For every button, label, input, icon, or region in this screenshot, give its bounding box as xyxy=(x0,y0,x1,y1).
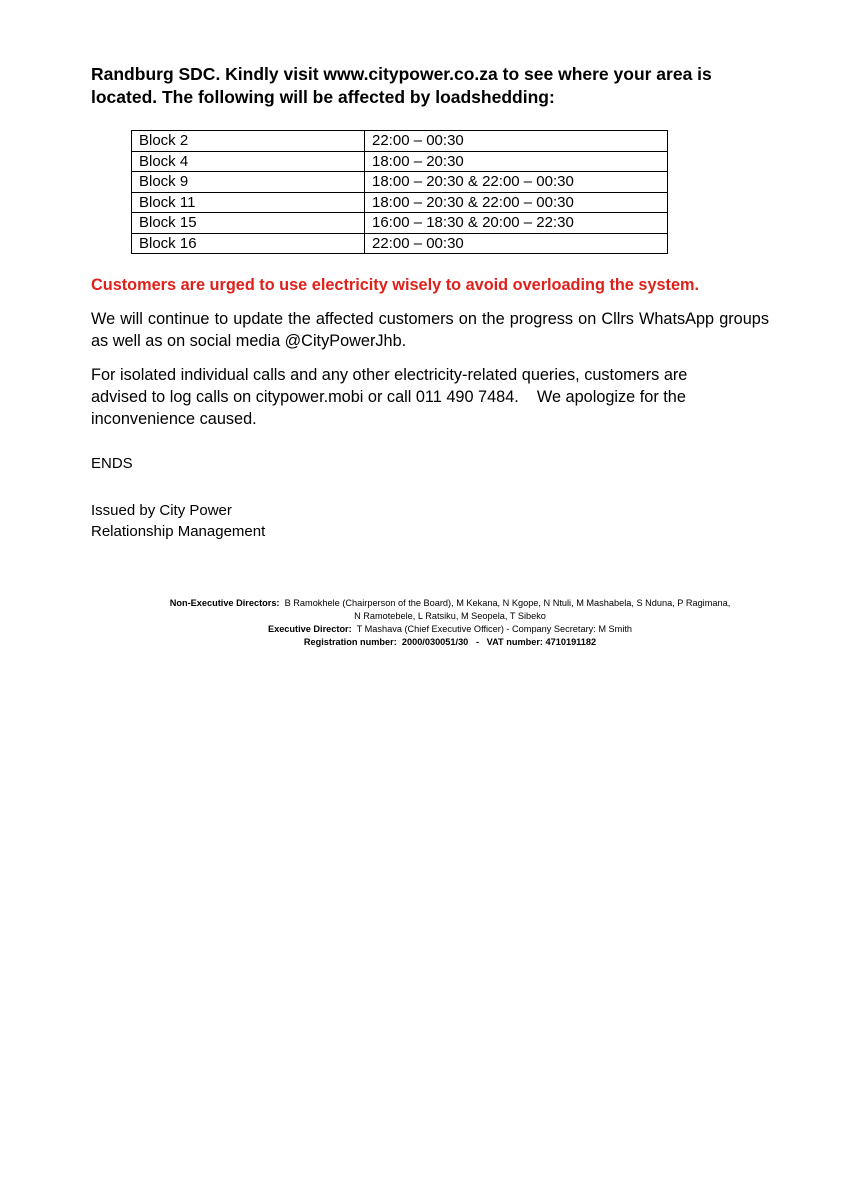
non-exec-names: B Ramokhele (Chairperson of the Board), M Kekana, N Kgope, N Ntuli, M Mashabela, S Nduna, P Ragimana, xyxy=(284,598,731,608)
intro-line-2: located. The following will be affected by loadshedding: xyxy=(91,87,555,107)
block-cell: Block 11 xyxy=(132,192,365,213)
exec-label: Executive Director: xyxy=(267,624,352,634)
exec-director-row xyxy=(140,623,760,636)
exec-names: T Mashava (Chief Executive Officer) - Company Secretary: M Smith xyxy=(356,624,633,634)
time-cell: 16:00 – 18:30 & 20:00 – 22:30 xyxy=(365,213,668,234)
non-exec-directors-row-2: N Ramotebele, L Ratsiku, M Seopela, T Sibeko xyxy=(354,611,546,621)
issued-by-line: Issued by City Power xyxy=(91,502,232,519)
warning-notice: Customers are urged to use electricity wisely to avoid overloading the system. xyxy=(91,276,700,294)
intro-line-1: Randburg SDC. Kindly visit www.citypower.co.za to see where your area is xyxy=(91,64,712,84)
table-row xyxy=(132,151,668,172)
time-cell: 22:00 – 00:30 xyxy=(365,233,668,254)
block-cell: Block 16 xyxy=(132,233,365,254)
table-row xyxy=(132,131,668,152)
block-cell: Block 4 xyxy=(132,151,365,172)
loadshedding-schedule-table xyxy=(131,130,668,254)
non-exec-directors-row xyxy=(140,597,760,610)
time-cell: 18:00 – 20:30 & 22:00 – 00:30 xyxy=(365,172,668,193)
queries-paragraph xyxy=(91,364,751,430)
block-cell: Block 9 xyxy=(132,172,365,193)
queries-line-1: For isolated individual calls and any other electricity-related queries, customers are xyxy=(91,366,688,384)
registration-row: Registration number: 2000/030051/30 - VAT number: 4710191182 xyxy=(303,637,597,647)
table-row xyxy=(132,192,668,213)
company-footer xyxy=(140,597,760,649)
time-cell: 18:00 – 20:30 & 22:00 – 00:30 xyxy=(365,192,668,213)
ends-label: ENDS xyxy=(91,455,133,472)
table-row xyxy=(132,172,668,193)
time-cell: 22:00 – 00:30 xyxy=(365,131,668,152)
update-paragraph: We will continue to update the affected customers on the progress on Cllrs WhatsApp groups as well as on social media @CityPowerJhb. xyxy=(91,310,769,350)
queries-line-2: advised to log calls on citypower.mobi or call 011 490 7484. We apologize for the xyxy=(91,388,686,406)
block-cell: Block 2 xyxy=(132,131,365,152)
table-row xyxy=(132,213,668,234)
department-line: Relationship Management xyxy=(91,523,266,540)
block-cell: Block 15 xyxy=(132,213,365,234)
non-exec-label: Non-Executive Directors: xyxy=(169,598,280,608)
intro-paragraph xyxy=(91,63,768,109)
time-cell: 18:00 – 20:30 xyxy=(365,151,668,172)
issued-by-block xyxy=(91,500,265,542)
table-row xyxy=(132,233,668,254)
queries-line-3: inconvenience caused. xyxy=(91,410,257,428)
